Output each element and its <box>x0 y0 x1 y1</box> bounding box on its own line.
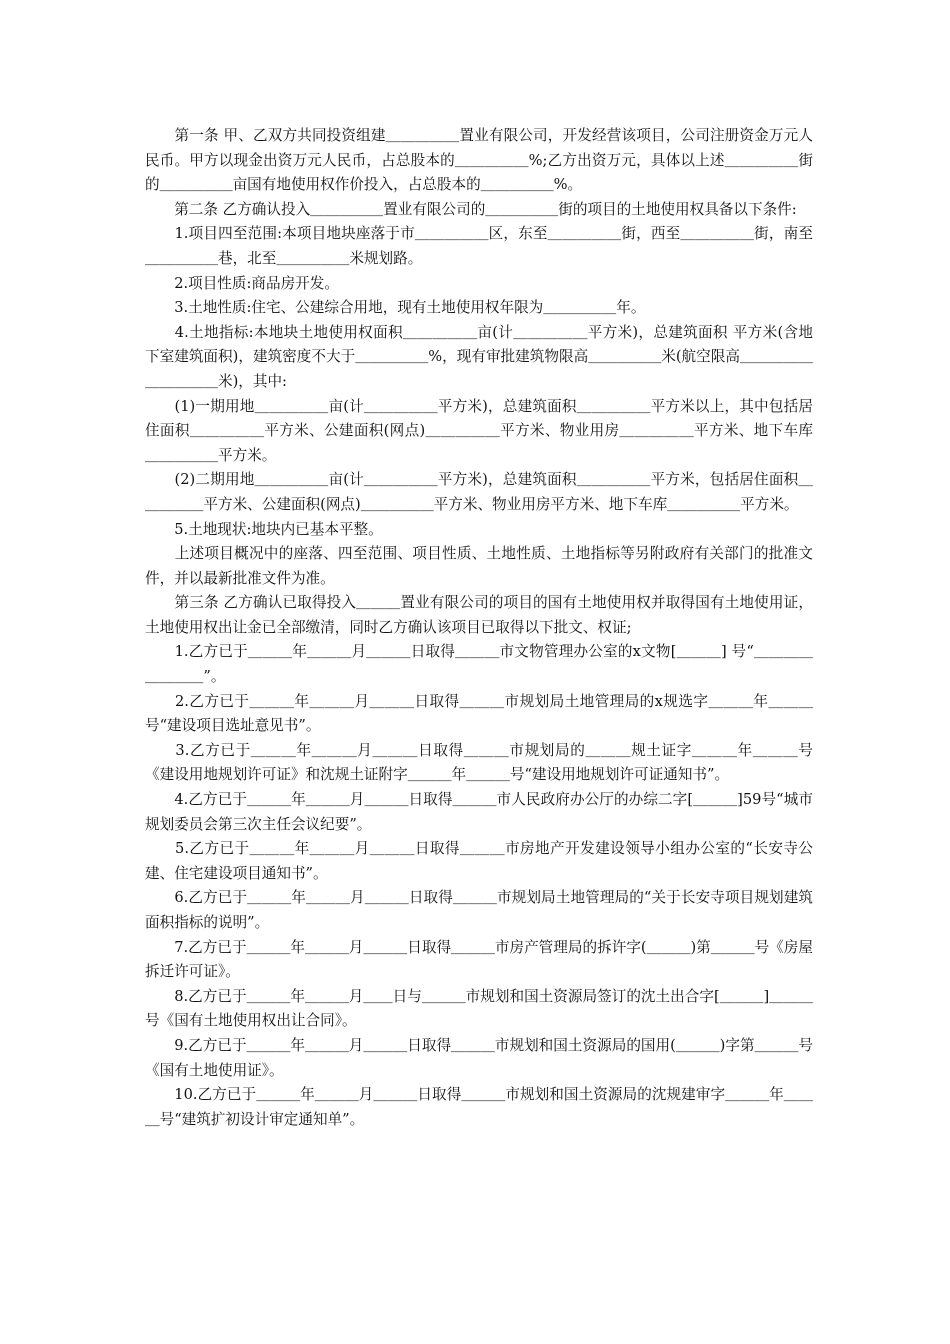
paragraph-item-5-status: 5.土地现状:地块内已基本平整。 <box>145 520 383 538</box>
paragraph-permit-3: 3.乙方已于＿＿＿年＿＿＿月＿＿＿日取得＿＿＿市规划局的＿＿＿规土证字＿＿＿年＿＿＿号《建设用地规划许可证》和沈规土证附字＿＿＿年＿＿＿号“建设用地规划许可证通知书”。 <box>145 741 813 784</box>
paragraph-item-1-scope: 1.项目四至范围:本项目地块座落于市＿＿＿＿＿区，东至＿＿＿＿＿街，西至＿＿＿＿＿街，南至＿＿＿＿＿巷，北至＿＿＿＿＿米规划路。 <box>145 225 813 267</box>
paragraph-permit-4: 4.乙方已于＿＿＿年＿＿＿月＿＿＿日取得＿＿＿市人民政府办公厅的办综二字[＿＿＿]59号“城市规划委员会第三次主任会议纪要”。 <box>145 791 813 833</box>
paragraph-item-3-land-nature: 3.土地性质:住宅、公建综合用地，现有土地使用权年限为＿＿＿＿＿年。 <box>145 299 646 317</box>
paragraph-item-2-nature: 2.项目性质:商品房开发。 <box>145 274 339 292</box>
paragraph-permit-7: 7.乙方已于＿＿＿年＿＿＿月＿＿＿日取得＿＿＿市房产管理局的拆许字(＿＿＿)第＿＿＿号《房屋拆迁许可证》。 <box>145 938 813 981</box>
document-body <box>145 124 813 1132</box>
paragraph-article-3: 第三条 乙方确认已取得投入＿＿＿置业有限公司的项目的国有土地使用权并取得国有土地使用证，土地使用权出让金已全部缴清，同时乙方确认该项目已取得以下批文、权证; <box>145 594 813 636</box>
paragraph-permit-8: 8.乙方已于＿＿＿年＿＿＿月＿＿日与＿＿＿市规划和国土资源局签订的沈土出合字[＿＿＿]＿＿＿号《国有土地使用权出让合同》。 <box>145 987 813 1030</box>
paragraph-summary-note: 上述项目概况中的座落、四至范围、项目性质、土地性质、土地指标等另附政府有关部门的批准文件，并以最新批准文件为准。 <box>145 545 813 587</box>
paragraph-permit-10: 10.乙方已于＿＿＿年＿＿＿月＿＿＿日取得＿＿＿市规划和国土资源局的沈规建审字＿＿＿年＿＿＿号“建筑扩初设计审定通知单”。 <box>145 1086 813 1128</box>
paragraph-permit-6: 6.乙方已于＿＿＿年＿＿＿月＿＿＿日取得＿＿＿市规划局土地管理局的“关于长安寺项目规划建筑面积指标的说明”。 <box>145 889 813 931</box>
paragraph-phase-1: (1)一期用地＿＿＿＿＿亩(计＿＿＿＿＿平方米)，总建筑面积＿＿＿＿＿平方米以上，其中包括居住面积＿＿＿＿＿平方米、公建面积(网点)＿＿＿＿＿平方米、物业用房＿＿＿＿＿平方米、地下车库＿＿＿＿＿平方米。 <box>145 397 813 464</box>
paragraph-phase-2: (2)二期用地＿＿＿＿＿亩(计＿＿＿＿＿平方米)，总建筑面积＿＿＿＿＿平方米，包括居住面积＿＿＿＿＿平方米、公建面积(网点)＿＿＿＿＿平方米、物业用房平方米、地下车库＿＿＿＿＿平方米。 <box>145 471 813 513</box>
paragraph-item-4-indicators: 4.土地指标:本地块土地使用权面积＿＿＿＿＿亩(计＿＿＿＿＿平方米)，总建筑面积 平方米(含地下室建筑面积)，建筑密度不大于＿＿＿＿＿%，现有审批建筑物限高＿＿＿＿＿米(航空限高＿＿＿＿＿＿＿＿＿＿米)，其中: <box>145 323 813 390</box>
paragraph-permit-1: 1.乙方已于＿＿＿年＿＿＿月＿＿＿日取得＿＿＿市文物管理办公室的x文物[＿＿＿] 号“＿＿＿＿＿＿＿＿”。 <box>145 643 813 686</box>
paragraph-permit-5: 5.乙方已于＿＿＿年＿＿＿月＿＿＿日取得＿＿＿市房地产开发建设领导小组办公室的“长安寺公建、住宅建设项目通知书”。 <box>145 840 813 882</box>
paragraph-permit-9: 9.乙方已于＿＿＿年＿＿＿月＿＿＿日取得＿＿＿市规划和国土资源局的国用(＿＿＿)字第＿＿＿号《国有土地使用证》。 <box>145 1036 813 1079</box>
paragraph-permit-2: 2.乙方已于＿＿＿年＿＿＿月＿＿＿日取得＿＿＿市规划局土地管理局的x规选字＿＿＿年＿＿＿号“建设项目选址意见书”。 <box>145 692 813 735</box>
paragraph-article-1: 第一条 甲、乙双方共同投资组建＿＿＿＿＿置业有限公司，开发经营该项目，公司注册资金万元人民币。甲方以现金出资万元人民币，占总股本的＿＿＿＿＿%;乙方出资万元，具体以上述＿＿＿＿＿街的＿＿＿＿＿亩国有地使用权作价投入，占总股本的＿＿＿＿＿%。 <box>145 127 813 194</box>
paragraph-article-2: 第二条 乙方确认投入＿＿＿＿＿置业有限公司的＿＿＿＿＿街的项目的土地使用权具备以下条件: <box>145 200 797 218</box>
